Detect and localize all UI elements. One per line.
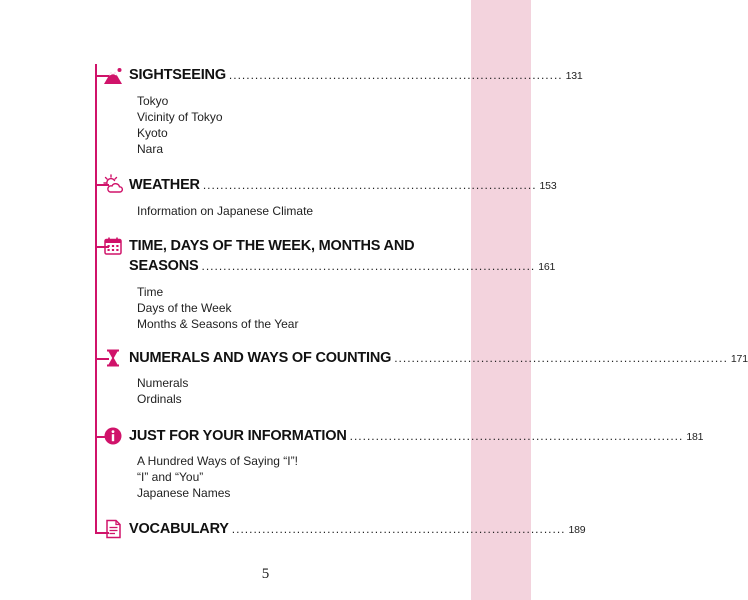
subitem[interactable]: Kyoto (137, 126, 168, 140)
subitem-list (137, 203, 313, 219)
toc-entry-time[interactable] (129, 258, 556, 274)
subitem[interactable]: Days of the Week (137, 301, 232, 315)
page-number: 171 (730, 353, 748, 365)
section-title: JUST FOR YOUR INFORMATION (129, 428, 347, 444)
subitem[interactable]: Tokyo (137, 94, 169, 108)
subitem[interactable]: “I” and “You” (137, 470, 204, 484)
page-footer-number: 5 (261, 566, 270, 582)
leader-dots: ............................................................................. (202, 178, 537, 192)
leader-dots: ............................................................................. (349, 429, 684, 443)
subitem-list (137, 453, 298, 501)
info-icon (103, 426, 123, 446)
page-number: 161 (538, 261, 556, 273)
subitem[interactable]: Japanese Names (137, 486, 231, 500)
calendar-icon (103, 236, 123, 256)
toc-entry-vocabulary[interactable] (129, 521, 586, 537)
subitem[interactable]: Information on Japanese Climate (137, 204, 314, 218)
leader-dots: ............................................................................. (231, 522, 566, 536)
toc-vertical-line (95, 64, 97, 533)
section-title: SIGHTSEEING (129, 67, 226, 83)
toc-entry-time-line1[interactable]: TIME, DAYS OF THE WEEK, MONTHS AND (129, 238, 415, 254)
subitem[interactable]: Numerals (137, 376, 189, 390)
toc-entry-information[interactable] (129, 428, 704, 444)
leader-dots: ............................................................................. (394, 351, 728, 365)
toc-entry-weather[interactable] (129, 177, 557, 193)
leader-dots: ............................................................................. (201, 259, 536, 273)
toc-entry-numerals[interactable] (129, 350, 748, 366)
subitem-list (137, 375, 188, 407)
weather-sun-cloud-icon (103, 174, 123, 194)
subitem[interactable]: A Hundred Ways of Saying “I”! (137, 454, 298, 468)
subitem[interactable]: Ordinals (137, 392, 182, 406)
page-number: 131 (565, 70, 583, 82)
page-number: 181 (686, 431, 704, 443)
page-number: 153 (539, 180, 557, 192)
section-title: NUMERALS AND WAYS OF COUNTING (129, 350, 392, 366)
toc-entry-sightseeing[interactable] (129, 67, 583, 83)
leader-dots: ............................................................................. (228, 68, 563, 82)
mountain-icon (103, 66, 123, 86)
section-title: VOCABULARY (129, 521, 229, 537)
subitem[interactable]: Nara (137, 142, 164, 156)
page-number: 189 (568, 524, 586, 536)
section-title: WEATHER (129, 177, 200, 193)
subitem-list (137, 93, 223, 157)
subitem[interactable]: Time (137, 285, 164, 299)
document-icon (103, 519, 123, 539)
side-color-band (471, 0, 531, 600)
subitem-list (137, 284, 298, 332)
section-title: SEASONS (129, 258, 199, 274)
subitem[interactable]: Vicinity of Tokyo (137, 110, 223, 124)
subitem[interactable]: Months & Seasons of the Year (137, 317, 299, 331)
hourglass-icon (103, 348, 123, 368)
